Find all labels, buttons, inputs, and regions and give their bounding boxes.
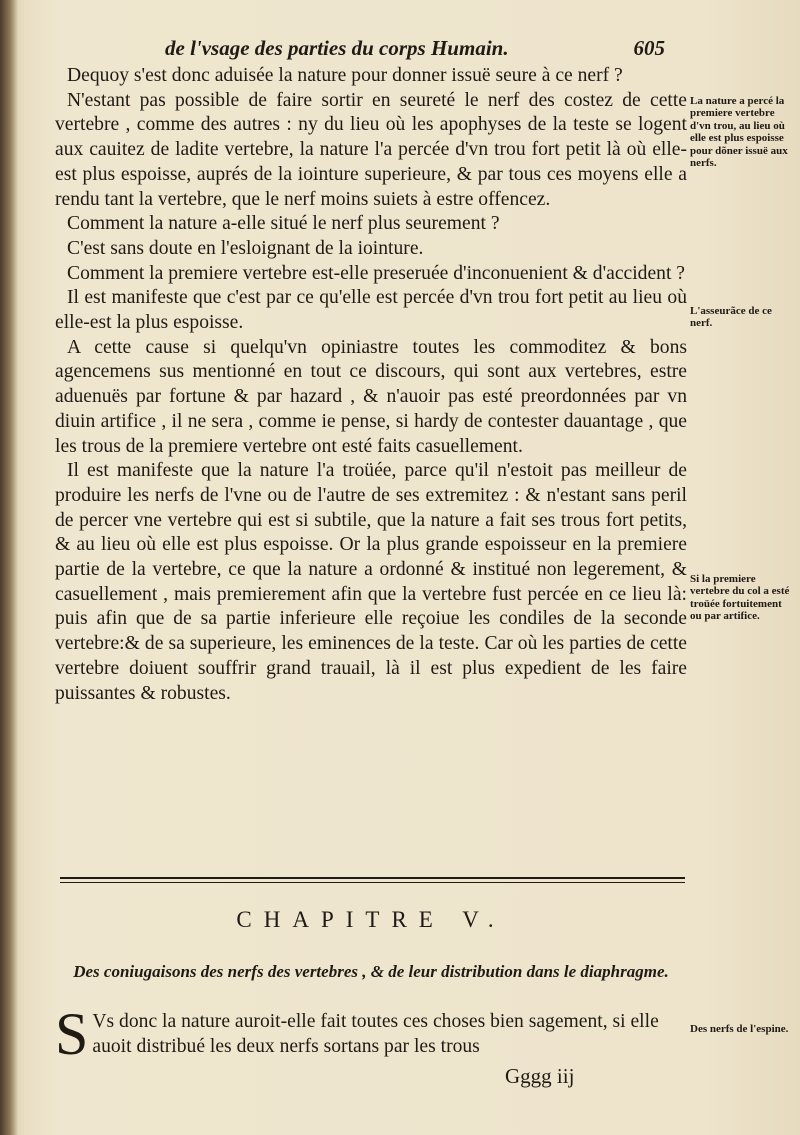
question-paragraph: Comment la premiere vertebre est-elle preseruée d'inconuenient & d'accident ? (67, 262, 685, 284)
chapter-heading: CHAPITRE V. (236, 907, 506, 932)
main-text (55, 64, 687, 706)
opening-text: Vs donc la nature auroit-elle fait toutes ces choses bien sagement, si elle auoit distribué les deux nerfs sortans par les trous (92, 1011, 659, 1057)
page-number: 605 (633, 36, 665, 60)
body-paragraph: A cette cause si quelqu'vn opiniastre toutes les commoditez & bons agencemens sus mentionné en tout ce discours, qui sont aux vertebres, estre aduenuës par fortune & par hazard , & n'auoir pas esté preordonnées par vn diuin artifice , il ne sera , comme ie pense, si hardy de contester dauantage , que les trous de la premiere vertebre ont esté faits casuellement. (55, 336, 687, 457)
answer-paragraph: N'estant pas possible de faire sortir en seureté le nerf des costez de cette vertebre , comme des autres : ny du lieu où les apophyses de la teste se logent aux cauitez de ladite vertebre, la nature l'a percée d'vn trou fort petit là où elle-est plus espoisse, auprés de la iointure superieure, & par tous ces moyens elle a rendu tant la vertebre, que le nerf moins suiets à estre offencez. (55, 89, 687, 210)
running-header (165, 32, 665, 66)
body-paragraph: Il est manifeste que la nature l'a troüée, parce qu'il n'estoit pas meilleur de produire les nerfs de l'vne ou de l'autre de ses extremitez : & n'estant sans peril de percer vne vertebre qui est si subtile, que la nature a fait ses trous fort petits, & au lieu où elle est plus espoisse. Or la plus grande espoisseur en la premiere partie de la vertebre, ce que la nature a ordonné & institué non legerement, & casuellement , mais premierement afin que la vertebre fust percée en ce lieu là: puis afin que de sa partie inferieure elle reçoiue les condiles de la seconde vertebre:& de sa superieure, les eminences de la teste. Car où les parties de cette vertebre doiuent souffrir grand trauail, là il est plus expedient de les faire puissantes & robustes. (55, 460, 687, 704)
chapter-subtitle: Des coniugaisons des nerfs des vertebres , & de leur distribution dans le diaphragme. (73, 962, 669, 981)
signature-mark: Gggg iij (505, 1064, 575, 1088)
book-gutter (0, 0, 18, 1135)
margin-notes (690, 0, 798, 1135)
running-title: de l'vsage des parties du corps Humain. (165, 36, 509, 60)
question-paragraph: Comment la nature a-elle situé le nerf plus seurement ? (67, 213, 500, 235)
drop-cap: S (55, 1001, 89, 1067)
answer-paragraph: Il est manifeste que c'est par ce qu'elle est percée d'vn trou fort petit au lieu où elle-est la plus espoisse. (55, 287, 687, 334)
margin-note: Des nerfs de l'espine. (690, 1023, 789, 1035)
question-paragraph: Dequoy s'est donc aduisée la nature pour donner issuë seure à ce nerf ? (67, 65, 623, 86)
chapter-opening (55, 1001, 687, 1067)
chapter-divider-rule (60, 877, 685, 883)
answer-paragraph: C'est sans doute en l'esloignant de la iointure. (67, 237, 424, 259)
margin-note: L'asseurãce de ce nerf. (690, 305, 772, 330)
margin-note: La nature a percé la premiere vertebre d'vn trou, au lieu où elle est plus espoisse pour dõner issuë aux nerfs. (690, 95, 788, 170)
margin-note: Si la premiere vertebre du col a esté troüée fortuitement ou par artifice. (690, 573, 790, 623)
